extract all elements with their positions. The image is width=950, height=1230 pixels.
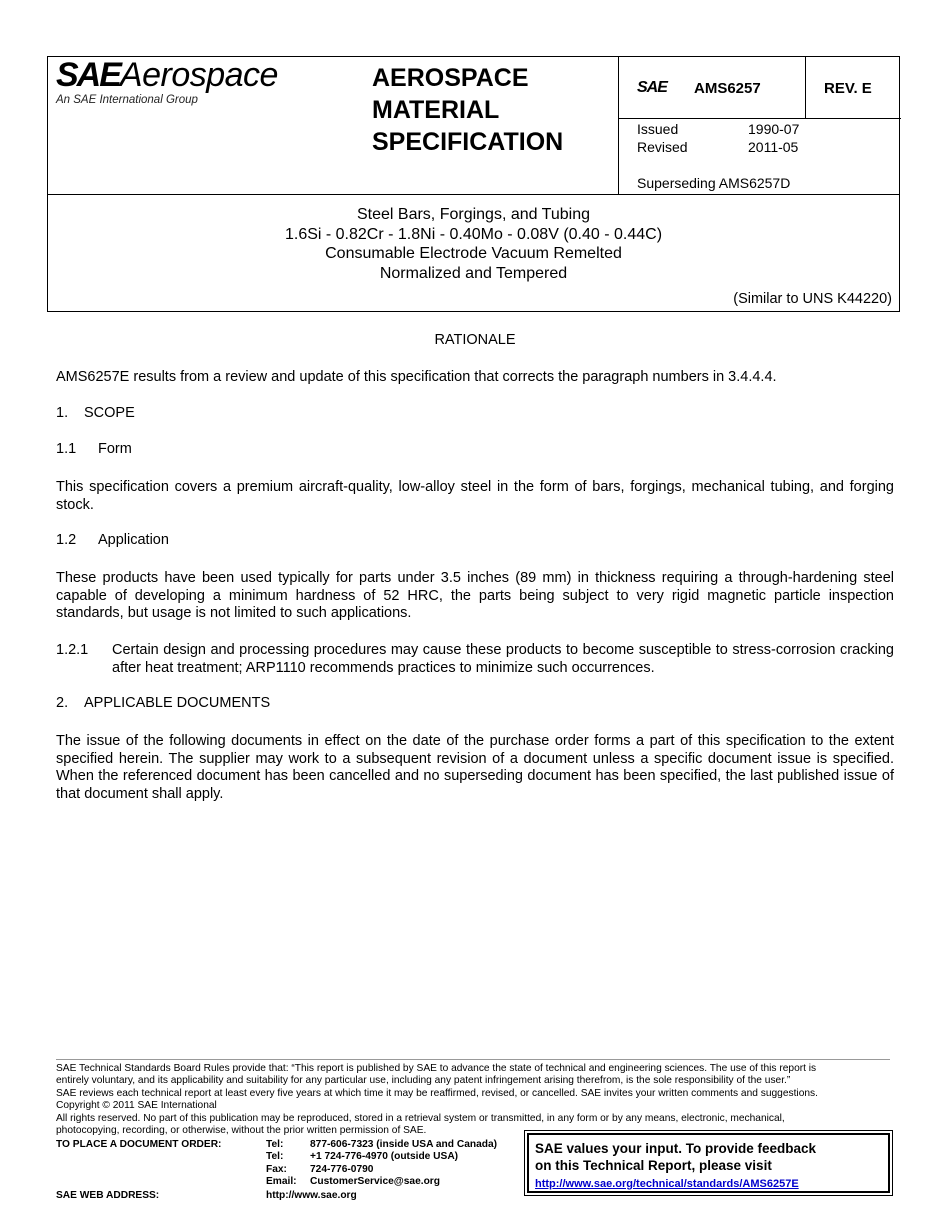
contact-key: Fax: bbox=[266, 1163, 287, 1175]
issued-label: Issued bbox=[637, 121, 679, 137]
contact-key: Tel: bbox=[266, 1139, 284, 1150]
section-title: SCOPE bbox=[84, 405, 135, 421]
header-divider bbox=[618, 118, 901, 119]
sae-mark-icon: SAE bbox=[637, 79, 667, 96]
section-title: APPLICABLE DOCUMENTS bbox=[84, 695, 271, 711]
title-line: Steel Bars, Forgings, and Tubing bbox=[356, 206, 591, 223]
section-number: 1.2.1 bbox=[56, 642, 89, 658]
section-heading bbox=[56, 441, 894, 459]
contact-info bbox=[266, 1139, 497, 1189]
issued-value: 1990-07 bbox=[748, 121, 800, 137]
spec-title bbox=[372, 62, 563, 158]
legal-line: entirely voluntary, and its applicability and suitability for any particular use, including any patent infringement arising therefrom, is the sole responsibility of the user.” bbox=[56, 1075, 791, 1087]
title-line: Normalized and Tempered bbox=[379, 264, 568, 282]
logo-tagline: An SAE International Group bbox=[56, 94, 198, 106]
revision: REV. E bbox=[824, 80, 872, 97]
sae-aerospace-logo bbox=[56, 58, 296, 110]
section-number: 1. bbox=[56, 405, 69, 421]
legal-line: photocopying, recording, or otherwise, without the prior written permission of SAE. bbox=[56, 1125, 427, 1137]
paragraph: This specification covers a premium aircraft-quality, low-alloy steel in the form of bars, forgings, mechanical tubing, and forging stock. bbox=[56, 479, 894, 513]
section-title: Application bbox=[98, 532, 169, 548]
legal-notice bbox=[56, 1063, 894, 1137]
web-address-label: SAE WEB ADDRESS: bbox=[56, 1190, 160, 1201]
issue-dates bbox=[637, 120, 799, 156]
section-heading bbox=[56, 695, 894, 713]
revised-label: Revised bbox=[637, 139, 688, 155]
legal-line: All rights reserved. No part of this publication may be reproduced, stored in a retrieval system or transmitted, in any form or by any means, electronic, mechanical, bbox=[56, 1112, 785, 1124]
logo-word: Aerospace bbox=[119, 56, 278, 94]
title-line: Consumable Electrode Vacuum Remelted bbox=[325, 245, 622, 263]
document-title bbox=[48, 205, 899, 283]
feedback-link[interactable]: http://www.sae.org/technical/standards/AMS6257E bbox=[535, 1178, 799, 1190]
section-number: 2. bbox=[56, 695, 69, 711]
paragraph: Certain design and processing procedures may cause these products to become susceptible to stress-corrosion cracking after heat treatment; ARP1110 recommends practices to minimize such occurrences. bbox=[112, 642, 894, 676]
section-heading bbox=[56, 532, 894, 550]
email-link[interactable]: CustomerService@sae.org bbox=[310, 1176, 440, 1188]
footer-rule bbox=[56, 1059, 890, 1060]
section-heading bbox=[56, 405, 894, 423]
paragraph: These products have been used typically for parts under 3.5 inches (89 mm) in thickness requiring a through-hardening steel capable of developing a minimum hardness of 52 HRC, the parts being subject to very rigid magnetic particle inspection standards, but usage is not limited to such applications. bbox=[56, 570, 894, 621]
section-number: 1.1 bbox=[56, 441, 77, 457]
web-address-link[interactable]: http://www.sae.org bbox=[266, 1190, 357, 1201]
phone-link[interactable]: 877-606-7323 (inside USA and Canada) bbox=[310, 1139, 498, 1150]
feedback-text: SAE values your input. To provide feedback bbox=[535, 1141, 817, 1156]
similar-uns: (Similar to UNS K44220) bbox=[733, 291, 892, 307]
title-line: 1.6Si - 0.82Cr - 1.8Ni - 0.40Mo - 0.08V (0.40 - 0.44C) bbox=[284, 225, 663, 243]
superseding: Superseding AMS6257D bbox=[637, 175, 791, 191]
header-divider bbox=[805, 57, 806, 118]
spec-title-line: MATERIAL bbox=[372, 96, 500, 124]
subsection bbox=[56, 642, 894, 677]
rationale-heading: RATIONALE bbox=[434, 332, 516, 348]
feedback-box bbox=[527, 1133, 890, 1193]
legal-line: Copyright © 2011 SAE International bbox=[56, 1100, 217, 1112]
feedback-text: on this Technical Report, please visit bbox=[535, 1158, 772, 1173]
header-divider bbox=[618, 57, 619, 194]
spec-title-line: SPECIFICATION bbox=[372, 128, 564, 156]
spec-title-line: AEROSPACE bbox=[372, 64, 529, 92]
legal-line: SAE reviews each technical report at least every five years at which time it may be reaffirmed, revised, or cancelled. SAE invites your written comments and suggestions. bbox=[56, 1087, 818, 1099]
fax-number: 724-776-0790 bbox=[310, 1163, 374, 1175]
header-divider bbox=[48, 194, 899, 195]
logo-brand: SAE bbox=[56, 56, 120, 94]
revised-value: 2011-05 bbox=[748, 139, 799, 155]
document-number: AMS6257 bbox=[694, 80, 761, 97]
legal-line: SAE Technical Standards Board Rules provide that: “This report is published by SAE to advance the state of technical and engineering sciences. The use of this report is bbox=[56, 1063, 817, 1074]
section-number: 1.2 bbox=[56, 532, 77, 548]
order-label: TO PLACE A DOCUMENT ORDER: bbox=[56, 1139, 222, 1150]
contact-key: Email: bbox=[266, 1176, 297, 1188]
rationale-text: AMS6257E results from a review and update of this specification that corrects the paragraph numbers in 3.4.4.4. bbox=[56, 369, 777, 385]
contact-key: Tel: bbox=[266, 1151, 284, 1163]
section-title: Form bbox=[98, 441, 132, 457]
paragraph: The issue of the following documents in effect on the date of the purchase order forms a part of this specification to the extent specified herein. The supplier may work to a subsequent revision of a document unless a specific document issue is specified. When the referenced document has been cancelled and no superseding document has been specified, the last published issue of that document shall apply. bbox=[56, 733, 894, 802]
phone-link[interactable]: +1 724-776-4970 (outside USA) bbox=[310, 1151, 459, 1163]
